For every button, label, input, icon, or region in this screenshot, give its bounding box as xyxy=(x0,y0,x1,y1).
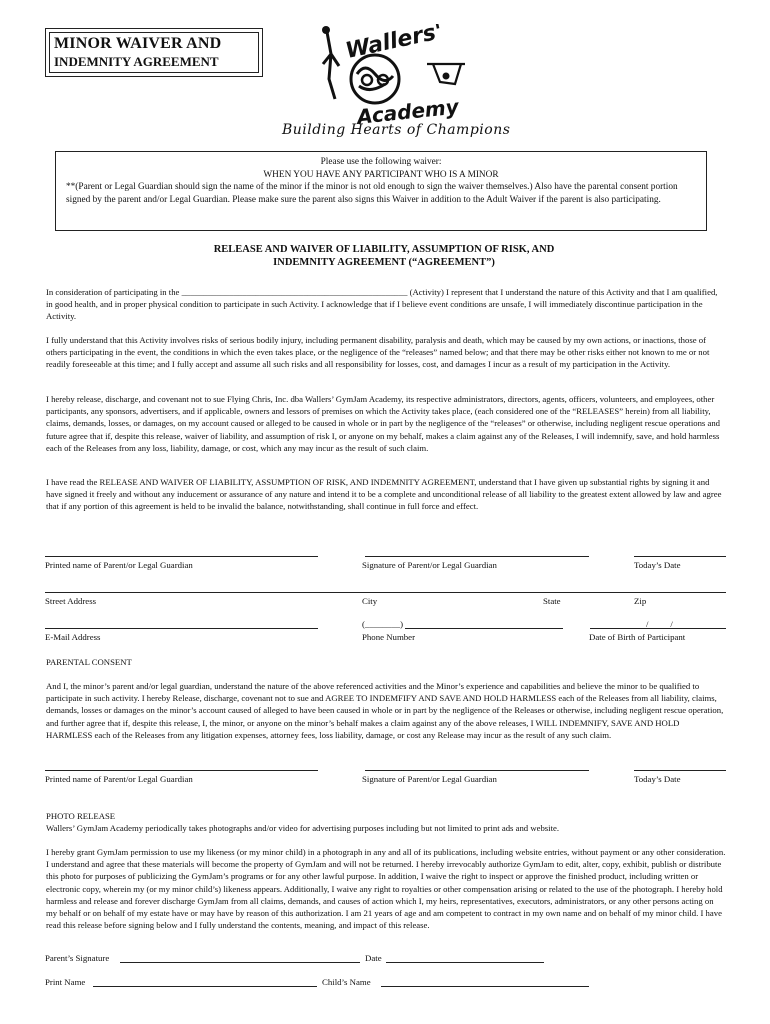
paragraph-acknowledgement: I have read the RELEASE AND WAIVER OF LIABILITY, ASSUMPTION OF RISK, AND INDEMNITY AGREEMENT, understand that I have given up substantial rights by signing it and have signed it freely and without any inducement or assurance of any nature and intend it to be a complete and unconditional release of all liability to the greatest extent allowed by law and agree that if any portion of this agreement is held to be invalid the balance, notwithstanding, shall continue in full force and effect. xyxy=(46,477,722,512)
parents-signature-line[interactable] xyxy=(120,962,360,963)
phone-area-code: (________) xyxy=(362,619,404,629)
signature-label-2: Signature of Parent/or Legal Guardian xyxy=(362,774,497,784)
logo-name: Wallers' xyxy=(343,24,445,64)
parental-consent-heading: PARENTAL CONSENT xyxy=(46,657,132,667)
street-label: Street Address xyxy=(45,596,97,606)
heading-line-2: INDEMNITY AGREEMENT (“AGREEMENT”) xyxy=(273,257,495,268)
paragraph-release: I hereby release, discharge, and covenant not to sue Flying Chris, Inc. dba Wallers’ GymJam Academy, its respective administrators, directors, agents, officers, volunteers, and employees, other participants, any sponsors, advertisers, and if applicable, owners and lessors of premises on which the Activity takes place, (each considered one of the “RELEASES” herein) from all liability, claims, demands, losses, or damages, on my account caused or alleged to be caused in whole or in part by the negligence of the “releases” or otherwise, including negligent rescue operations and future agree that if, despite this release, waiver of liability, and assumption of risk I, or anyone on my behalf, makes a claim against any of the Releases, I will indemnify, save, and hold harmless each of the Releases from any loss, liability, damage, or cost, which any may incur as the result of such claim. xyxy=(46,394,721,453)
logo-sub: Academy xyxy=(355,94,460,124)
printed-name-line-1[interactable] xyxy=(45,556,318,557)
logo-graphic xyxy=(315,24,500,124)
phone-label: Phone Number xyxy=(362,632,416,642)
printed-name-line-2[interactable] xyxy=(45,770,318,771)
dob-label: Date of Birth of Participant xyxy=(589,632,686,642)
date-line[interactable] xyxy=(386,962,544,963)
date-line-2[interactable] xyxy=(634,770,726,771)
todays-date-label-1: Today’s Date xyxy=(634,560,681,570)
paragraph-photo-release: I hereby grant GymJam permission to use my likeness (or my minor child) in a photograph in any and all of its publications, including website entries, without payment or any other consideration. I understand and agree that these materials will become the property of GymJam and will not be returned. I hereby irrevocably authorize GymJam to edit, alter, copy, exhibit, publish or distribute this photo for purposes of publicizing the GymJam’s programs or for any other lawful purpose. In addition, I waive the right to inspect or approve the finished product, including written or electronic copy, wherein my (or my minor child’s) likeness appears. Additionally, I waive any right to royalties or other compensation arising or related to the use of the photograph. I hereby hold harmless and release and forever discharge GymJam from all claims, demands, and causes of action which I, my heirs, representatives, executors, administrators, or any other persons acting on my behalf or on behalf of my estate have or may have by reason of this authorization. I am 21 years of age and am competent to contract in my own name and on behalf of my minor child. I have read this release before signing below and I fully understand the contents, meaning, and impact of this release. xyxy=(46,847,726,931)
date-label: Date xyxy=(365,953,382,963)
notice-box xyxy=(55,151,707,231)
date-line-1[interactable] xyxy=(634,556,726,557)
print-name-line[interactable] xyxy=(93,986,317,987)
paragraph-risks: I fully understand that this Activity involves risks of serious bodily injury, including permanent disability, paralysis and death, which may be caused by my own actions, or inactions, those of others participating in the event, the conditions in which the even takes place, or the negligence of the “releases” named below; and that there may be other risks either not known to me or not readily foreseeable at this time; and I fully accept and assume all such risks and all responsibility for losses, cost, and damages I incur as a result of my participation in the Activity. xyxy=(46,335,710,370)
notice-line-1: Please use the following waiver: xyxy=(320,157,442,167)
photo-release-heading: PHOTO RELEASE xyxy=(46,811,116,821)
signature-label-1: Signature of Parent/or Legal Guardian xyxy=(362,560,497,570)
childs-name-line[interactable] xyxy=(381,986,589,987)
print-name-label: Print Name xyxy=(45,977,86,987)
notice-line-3: **(Parent or Legal Guardian should sign the name of the minor if the minor is not old enough to sign the waiver themselves.) Also have the parental consent portion signed by the parent and/or Legal Guardian. Please make sure the parent also signs this Waiver in addition to the Adult Waiver if the parent is also participating. xyxy=(66,182,678,205)
title-box xyxy=(45,28,263,77)
title-line-2: INDEMNITY AGREEMENT xyxy=(54,54,219,69)
parents-signature-label: Parent’s Signature xyxy=(45,953,110,963)
signature-line-1[interactable] xyxy=(365,556,589,557)
notice-line-2: WHEN YOU HAVE ANY PARTICIPANT WHO IS A MINOR xyxy=(263,169,499,180)
state-label: State xyxy=(543,596,561,606)
paragraph-consideration: In consideration of participating in the ____________________________________________________ (Activity) I represent that I understand the nature of this Activity and that I am qualified, in good health, and in proper physical condition to participate in such Activity. I acknowledge that if I believe event conditions are unsafe, I will immediately discontinue participation in the Activity. xyxy=(46,287,718,322)
printed-name-label-2: Printed name of Parent/or Legal Guardian xyxy=(45,774,193,784)
paragraph-parental-consent: And I, the minor’s parent and/or legal guardian, understand the nature of the above referenced activities and the Minor’s experience and capabilities and believe the minor to be qualified to participate in such activity. I hereby Release, discharge, covenant not to sue and AGREE TO INDEMFIFY AND SAVE AND HOLD HARMLESS each of the Releases from all liability, claims, demands, losses or damages on the minor’s account caused of alleged to have been caused in whole or in part by the negligence of the Releases or otherwise, including negligent rescue operation, and further agree that if, despite this release, I, the minor, or anyone on the minor’s behalf makes a claim against any of the above releases, I WILL INDEMNIFY, SAVE AND HOLD HARMLESS each of the Releases from any litigation expenses, attorney fees, loss liability, damage, or cost any Release may incur as the result of any such claim. xyxy=(46,681,724,740)
photo-release-intro: Wallers’ GymJam Academy periodically takes photographs and/or video for advertising purposes including but not limited to print ads and website. xyxy=(46,823,560,833)
title-line-1: MINOR WAIVER AND xyxy=(54,35,222,52)
dob-slashes: / / xyxy=(646,619,673,629)
city-label: City xyxy=(362,596,378,606)
phone-line[interactable] xyxy=(405,628,563,629)
childs-name-label: Child’s Name xyxy=(322,977,371,987)
email-label: E-Mail Address xyxy=(45,632,101,642)
agreement-heading xyxy=(60,243,708,269)
email-line[interactable] xyxy=(45,628,318,629)
zip-label: Zip xyxy=(634,596,647,606)
printed-name-label-1: Printed name of Parent/or Legal Guardian xyxy=(45,560,193,570)
todays-date-label-2: Today’s Date xyxy=(634,774,681,784)
address-line[interactable] xyxy=(45,592,726,593)
heading-line-1: RELEASE AND WAIVER OF LIABILITY, ASSUMPTION OF RISK, AND xyxy=(213,244,555,255)
signature-line-2[interactable] xyxy=(365,770,589,771)
tagline: Building Hearts of Champions xyxy=(282,122,511,138)
